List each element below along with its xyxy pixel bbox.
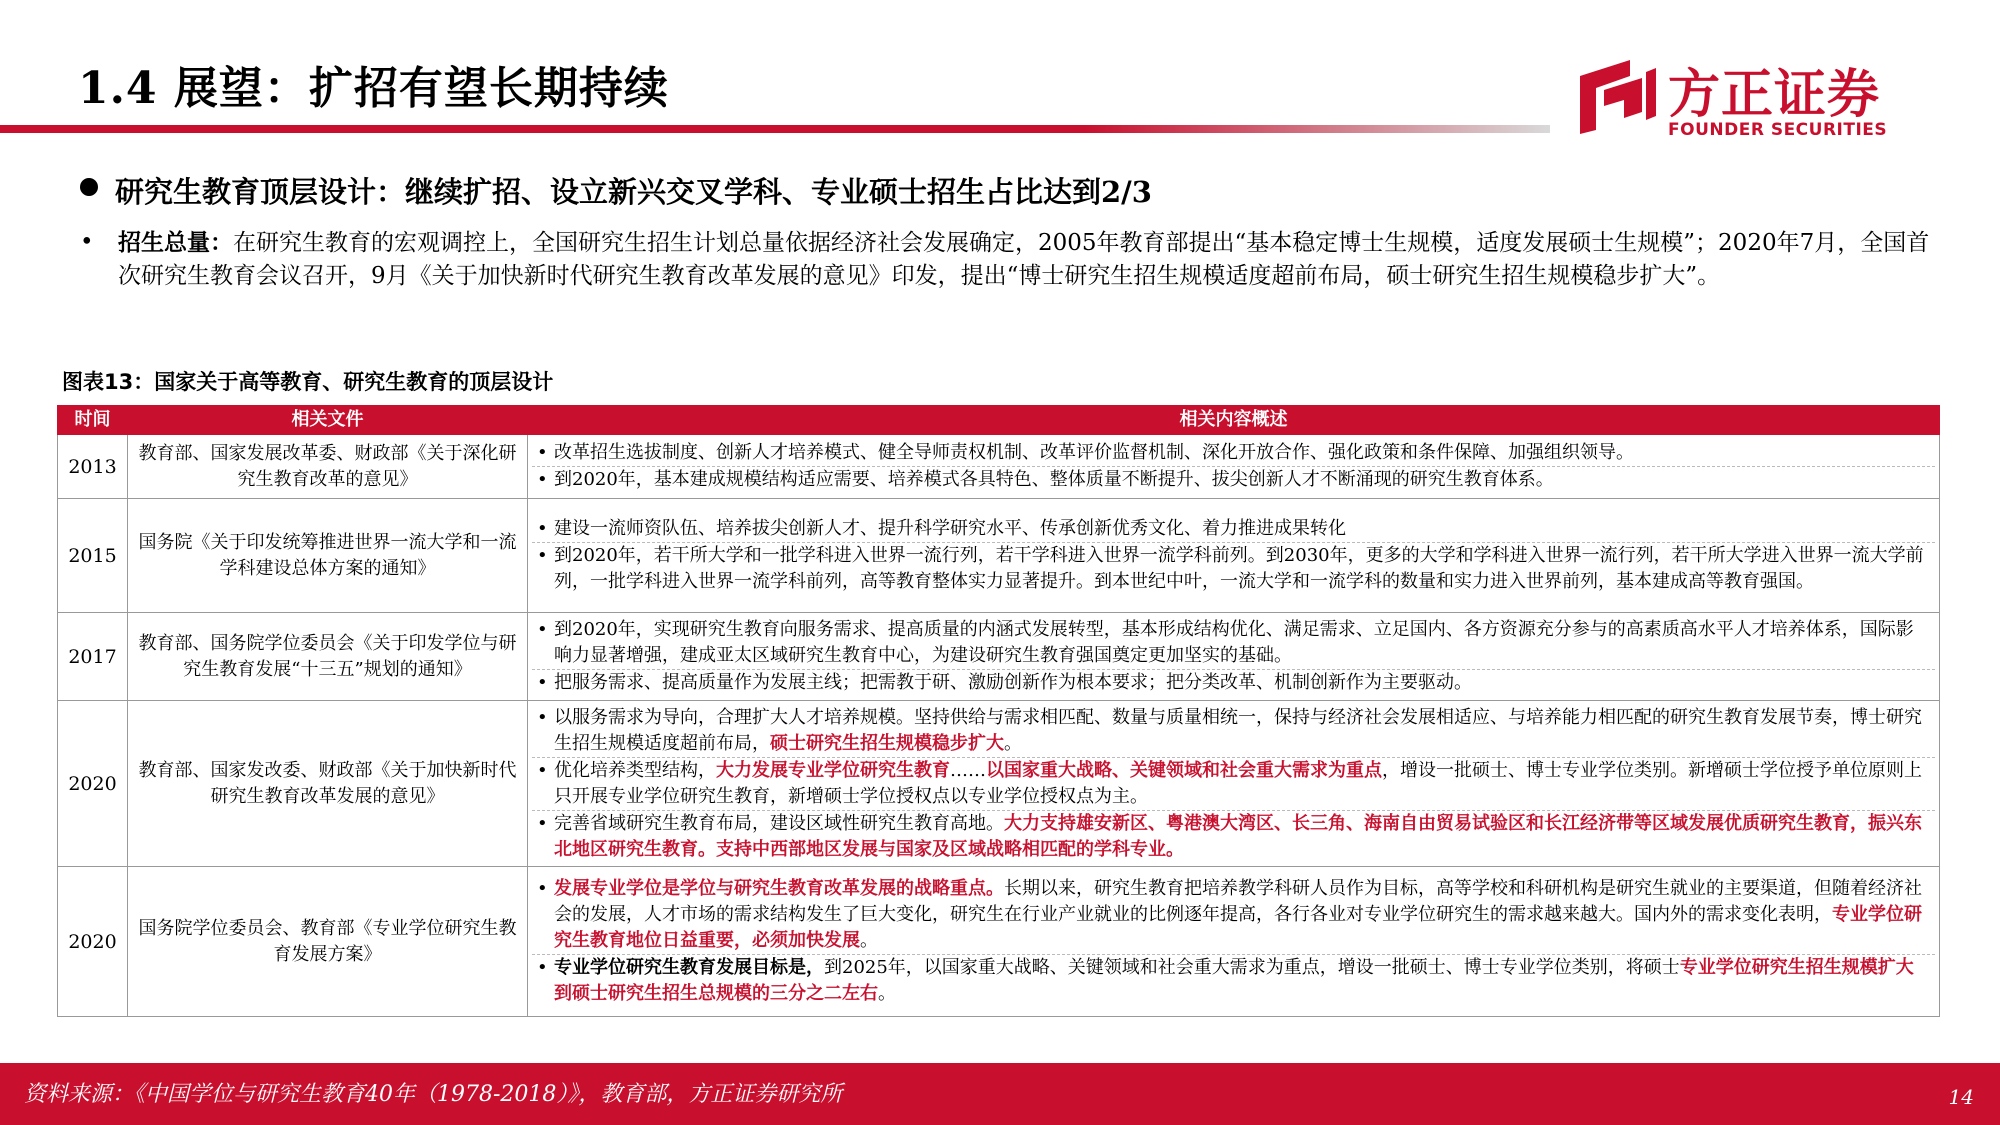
row-document: 教育部、国家发改委、财政部《关于加快新时代研究生教育改革发展的意见》 bbox=[128, 701, 528, 867]
row-year: 2020 bbox=[58, 867, 128, 1017]
highlighted-text: 大力支持雄安新区、粤港澳大湾区、长三角、海南自由贸易试验区和长江经济带等区域发展优质研究生教育，振兴东北地区研究生教育。支持中西部地区发展与国家及区域战略相匹配的学科专业。 bbox=[554, 812, 1922, 860]
content-bullet-item bbox=[532, 440, 1935, 467]
table-row bbox=[58, 701, 1940, 867]
header-time: 时间 bbox=[58, 406, 128, 435]
content-bullet-item bbox=[532, 955, 1935, 1007]
policy-table bbox=[57, 405, 1940, 1017]
item-text: 以服务需求为导向，合理扩大人才培养规模。坚持供给与需求相匹配、数量与质量相统一，保持与经济社会发展相适应、与培养能力相匹配的研究生教育发展节奏，博士研究生招生规模适度超前布局， bbox=[554, 706, 1922, 754]
item-text: ，增设一批硕士、博士专业学位类别。新增硕士学位授予单位原则上只开展专业学位研究生教育，新增硕士学位授权点以专业学位授权点为主。 bbox=[554, 759, 1922, 807]
content-bullet-item bbox=[532, 467, 1935, 493]
heading-bullet bbox=[80, 178, 98, 196]
logo-text-en: FOUNDER SECURITIES bbox=[1668, 120, 1888, 140]
item-text: …… bbox=[950, 759, 986, 781]
item-text: 专业学位研究生教育发展目标是， bbox=[554, 957, 824, 978]
row-document: 教育部、国家发展改革委、财政部《关于深化研究生教育改革的意见》 bbox=[128, 435, 528, 499]
item-text: 到2020年，实现研究生教育向服务需求、提高质量的内涵式发展转型，基本形成结构优化、满足需求、立足国内、各方资源充分参与的高素质高水平人才培养体系，国际影响力显著增强，建成亚太区域研究生教育中心，为建设研究生教育强国奠定更加坚实的基础。 bbox=[554, 619, 1914, 666]
item-text: 。 bbox=[1004, 732, 1022, 754]
table-caption: 图表13：国家关于高等教育、研究生教育的顶层设计 bbox=[62, 370, 554, 394]
row-content bbox=[528, 435, 1940, 499]
item-text: 到2025年，以国家重大战略、关键领域和社会重大需求为重点，增设一批硕士、博士专业学位类别，将硕士 bbox=[824, 957, 1680, 978]
highlighted-text: 专业学位研究生教育地位日益重要，必须加快发展 bbox=[554, 904, 1922, 951]
highlighted-text: 大力发展专业学位研究生教育 bbox=[716, 759, 950, 781]
paragraph-label: 招生总量： bbox=[118, 229, 233, 256]
table-row bbox=[58, 613, 1940, 701]
row-document: 国务院学位委员会、教育部《专业学位研究生教育发展方案》 bbox=[128, 867, 528, 1017]
content-bullet-item bbox=[532, 876, 1935, 955]
content-bullet-item bbox=[532, 617, 1935, 670]
header-summary: 相关内容概述 bbox=[528, 406, 1940, 435]
row-year: 2020 bbox=[58, 701, 128, 867]
item-text: 到2020年，基本建成规模结构适应需要、培养模式各具特色、整体质量不断提升、拔尖创新人才不断涌现的研究生教育体系。 bbox=[554, 469, 1554, 490]
founder-logo-icon bbox=[1572, 50, 1662, 142]
item-text: 优化培养类型结构， bbox=[554, 759, 716, 781]
page-title: 1.4 展望：扩招有望长期持续 bbox=[78, 63, 669, 114]
row-document: 国务院《关于印发统筹推进世界一流大学和一流学科建设总体方案的通知》 bbox=[128, 499, 528, 613]
content-bullet-item bbox=[532, 543, 1935, 595]
source-note: 资料来源：《中国学位与研究生教育40年（1978-2018）》，教育部，方正证券研究所 bbox=[24, 1082, 843, 1107]
logo-text-cn: 方正证券 bbox=[1668, 65, 1881, 125]
intro-paragraph bbox=[80, 226, 1930, 293]
content-bullet-item bbox=[532, 516, 1935, 543]
founder-logo bbox=[1572, 50, 1902, 145]
highlighted-text: 以国家重大战略、关键领域和社会重大需求为重点 bbox=[986, 759, 1382, 781]
row-content bbox=[528, 613, 1940, 701]
item-text: 改革招生选拔制度、创新人才培养模式、健全导师责权机制、改革评价监督机制、深化开放合作、强化政策和条件保障、加强组织领导。 bbox=[554, 442, 1634, 463]
item-text: 。 bbox=[878, 983, 896, 1004]
row-document: 教育部、国务院学位委员会《关于印发学位与研究生教育发展“十三五”规划的通知》 bbox=[128, 613, 528, 701]
row-year: 2013 bbox=[58, 435, 128, 499]
table-header-row bbox=[58, 406, 1940, 435]
row-content bbox=[528, 867, 1940, 1017]
row-content bbox=[528, 701, 1940, 867]
item-text: 建设一流师资队伍、培养拔尖创新人才、提升科学研究水平、传承创新优秀文化、着力推进成果转化 bbox=[554, 518, 1346, 539]
row-content bbox=[528, 499, 1940, 613]
item-text: 到2020年，若干所大学和一批学科进入世界一流行列，若干学科进入世界一流学科前列。到2030年，更多的大学和学科进入世界一流行列，若干所大学进入世界一流大学前列，一批学科进入世界一流学科前列，高等教育整体实力显著提升。到本世纪中叶，一流大学和一流学科的数量和实力进入世界前列，基本建成高等教育强国。 bbox=[554, 545, 1924, 592]
content-bullet-item bbox=[532, 670, 1935, 696]
item-text: 把服务需求、提高质量作为发展主线；把需教于研、激励创新作为根本要求；把分类改革、机制创新作为主要驱动。 bbox=[554, 672, 1472, 693]
item-text: 长期以来，研究生教育把培养教学科研人员作为目标，高等学校和科研机构是研究生就业的主要渠道，但随着经济社会的发展，人才市场的需求结构发生了巨大变化，研究生在行业产业就业的比例逐年提高，各行各业对专业学位研究生的需求越来越大。国内外的需求变化表明， bbox=[554, 878, 1922, 925]
row-year: 2017 bbox=[58, 613, 128, 701]
table-row bbox=[58, 867, 1940, 1017]
paragraph-body bbox=[118, 226, 1930, 293]
paragraph-text: 在研究生教育的宏观调控上，全国研究生招生计划总量依据经济社会发展确定，2005年教育部提出“基本稳定博士生规模，适度发展硕士生规模”；2020年7月，全国首次研究生教育会议召开，9月《关于加快新时代研究生教育改革发展的意见》印发，提出“博士研究生招生规模适度超前布局，硕士研究生招生规模稳步扩大”。 bbox=[118, 230, 1930, 289]
content-bullet-item bbox=[532, 758, 1935, 811]
item-text: 完善省域研究生教育布局，建设区域性研究生教育高地。 bbox=[554, 812, 1004, 834]
table-row bbox=[58, 499, 1940, 613]
item-text: 。 bbox=[860, 930, 878, 951]
header-document: 相关文件 bbox=[128, 406, 528, 435]
highlighted-text: 硕士研究生招生规模稳步扩大 bbox=[770, 732, 1004, 754]
row-year: 2015 bbox=[58, 499, 128, 613]
content-bullet-item bbox=[532, 811, 1935, 863]
page-number: 14 bbox=[1948, 1085, 1974, 1109]
footer-bar bbox=[0, 1063, 2000, 1125]
paragraph-bullet: • bbox=[80, 229, 94, 255]
highlighted-text: 专业学位研究生招生规模扩大到硕士研究生招生总规模的三分之二左右 bbox=[554, 957, 1914, 1004]
section-heading: 研究生教育顶层设计：继续扩招、设立新兴交叉学科、专业硕士招生占比达到2/3 bbox=[115, 175, 1152, 209]
highlighted-text: 发展专业学位是学位与研究生教育改革发展的战略重点。 bbox=[554, 878, 1004, 899]
table-row bbox=[58, 435, 1940, 499]
content-bullet-item bbox=[532, 705, 1935, 758]
title-underline bbox=[0, 125, 1550, 133]
